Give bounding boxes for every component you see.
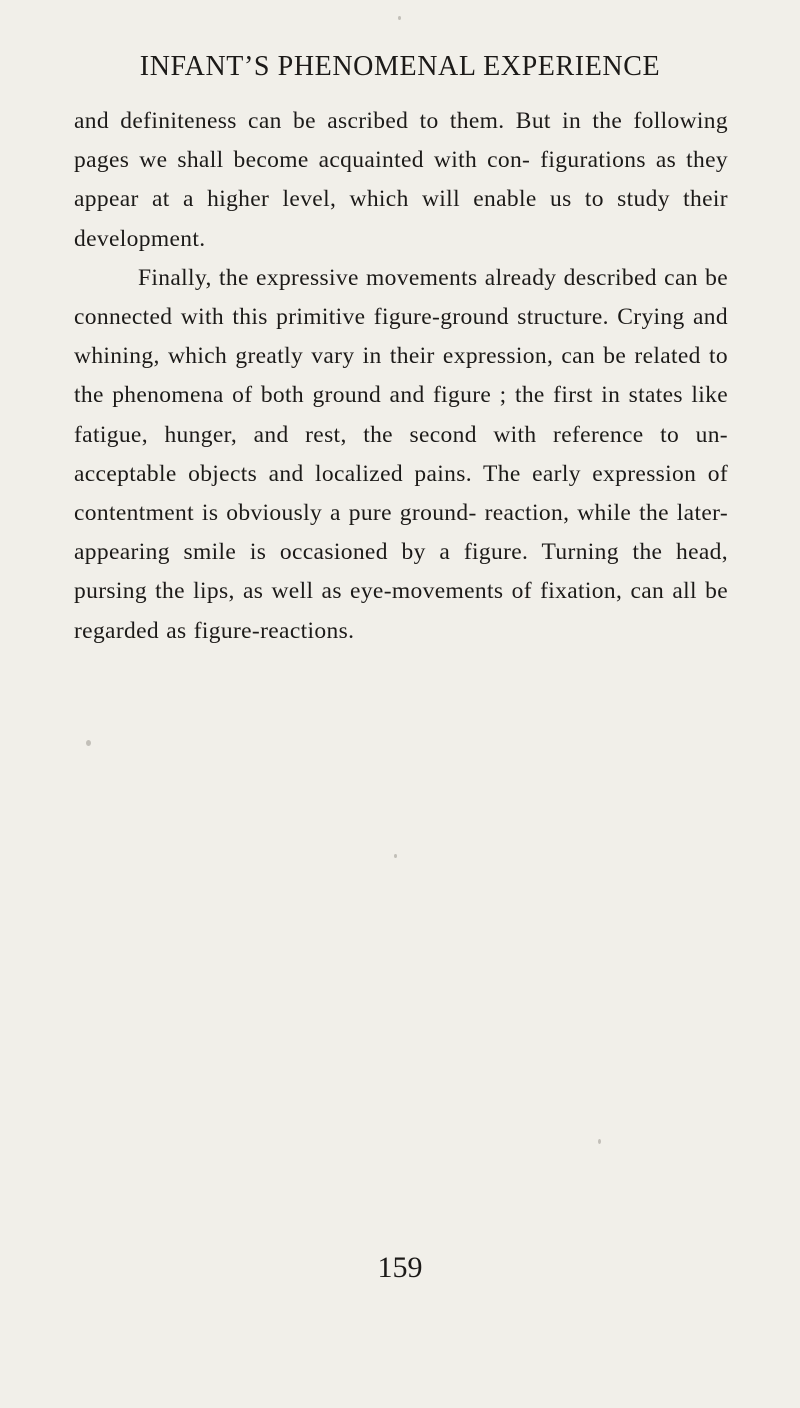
body-text [74,102,728,651]
page-number: 159 [377,1251,423,1284]
paper-speck [86,740,91,746]
paper-speck [598,1139,601,1144]
paper-speck [398,16,401,20]
paragraph-expressive-movements: Finally, the expressive movements already described can be connected with this primitive figure-ground structure. Crying and whining, which greatly vary in their expression, can be related to the phenomena of both ground and figure ; the first in states like fatigue, hunger, and rest, the second with reference to un- acceptable objects and localized pains. The early expression of contentment is obviously a pure ground- reaction, while the later-appearing smile is occasioned by a figure. Turning the head, pursing the lips, as well as eye-movements of fixation, can all be regarded as figure-reactions. [74,264,728,644]
paragraph-continued: and definiteness can be ascribed to them. But in the following pages we shall become acquainted with con- figurations as they appear at a higher level, which will enable us to study their development. [74,108,728,252]
running-head: INFANT’S PHENOMENAL EXPERIENCE [139,51,661,82]
paper-speck [394,854,397,858]
